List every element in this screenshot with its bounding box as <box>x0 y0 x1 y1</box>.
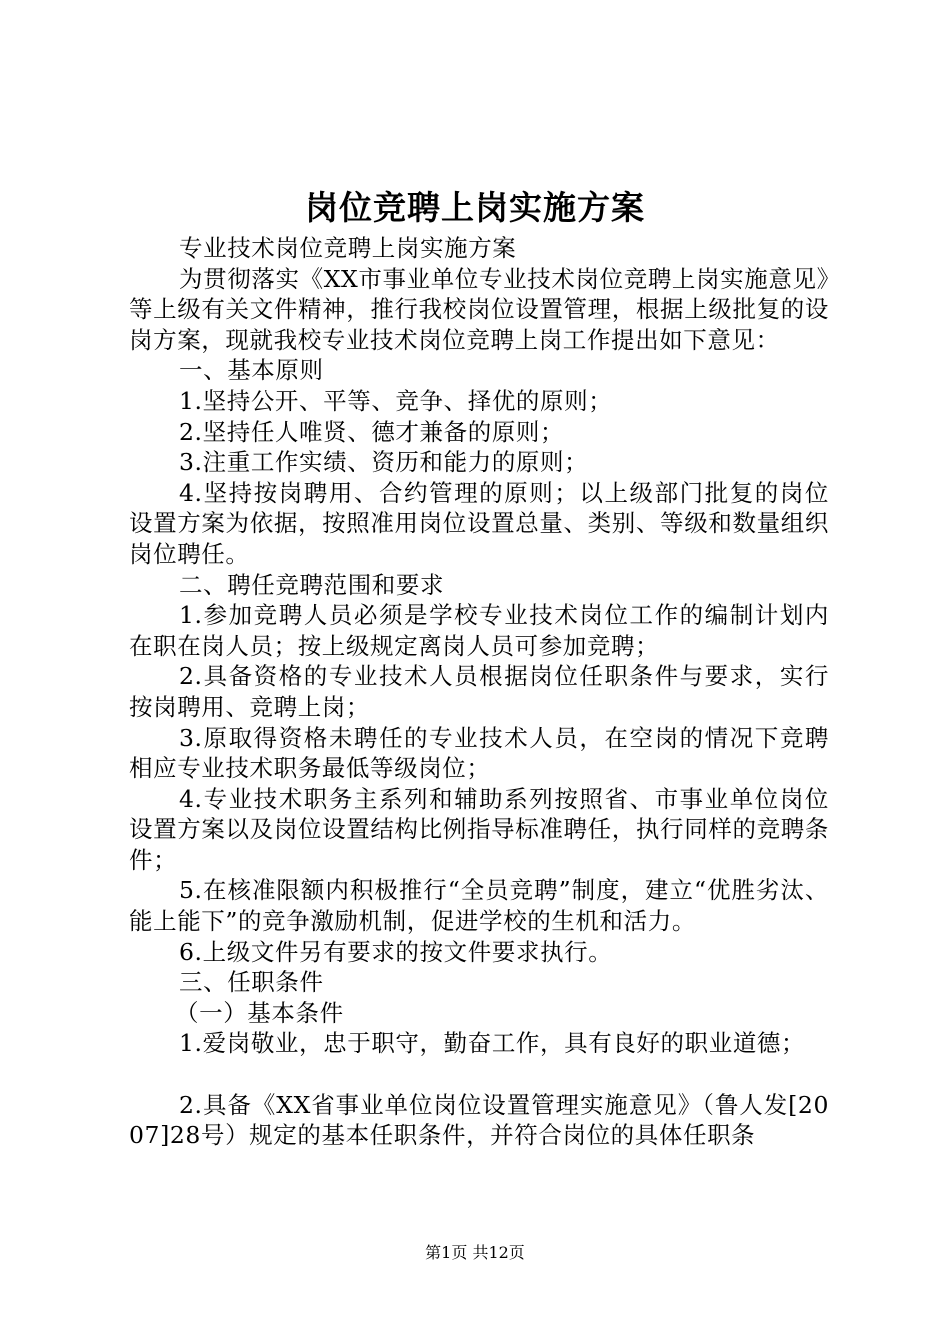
section-heading-basic-principles: 一、基本原则 <box>179 356 324 385</box>
list-item: 6.上级文件另有要求的按文件要求执行。 <box>179 937 613 966</box>
section-heading-scope: 二、聘任竞聘范围和要求 <box>179 570 445 599</box>
page-footer: 第1页 共12页 <box>425 1243 525 1262</box>
list-item: 1.坚持公开、平等、竞争、择优的原则； <box>179 386 613 415</box>
list-item: 2.具备《XX省事业单位岗位设置管理实施意见》（鲁人发[2007]28号）规定的基本任职条件，并符合岗位的具体任职条 <box>129 1090 829 1150</box>
blank-line <box>129 1059 829 1090</box>
list-item: 5.在核准限额内积极推行“全员竞聘”制度，建立“优胜劣汰、能上能下”的竞争激励机制，促进学校的生机和活力。 <box>129 876 829 936</box>
page-title: 岗位竞聘上岗实施方案 <box>305 188 645 227</box>
list-item: 4.专业技术职务主系列和辅助系列按照省、市事业单位岗位设置方案以及岗位设置结构比例指导标准聘任，执行同样的竞聘条件； <box>129 784 829 874</box>
subsection-heading-basic-conditions: （一）基本条件 <box>175 998 344 1027</box>
list-item: 3.原取得资格未聘任的专业技术人员，在空岗的情况下竞聘相应专业技术职务最低等级岗位； <box>129 723 829 783</box>
list-item: 4.坚持按岗聘用、合约管理的原则；以上级部门批复的岗位设置方案为依据，按照准用岗位设置总量、类别、等级和数量组织岗位聘任。 <box>129 478 829 568</box>
paragraph-intro: 为贯彻落实《XX市事业单位专业技术岗位竞聘上岗实施意见》等上级有关文件精神，推行我校岗位设置管理，根据上级批复的设岗方案，现就我校专业技术岗位竞聘上岗工作提出如下意见： <box>129 264 829 354</box>
list-item: 2.坚持任人唯贤、德才兼备的原则； <box>179 417 565 446</box>
list-item: 3.注重工作实绩、资历和能力的原则； <box>179 448 589 477</box>
list-item: 1.爱岗敬业，忠于职守，勤奋工作，具有良好的职业道德； <box>179 1029 806 1058</box>
paragraph-subtitle: 专业技术岗位竞聘上岗实施方案 <box>179 234 517 262</box>
list-item: 1.参加竞聘人员必须是学校专业技术岗位工作的编制计划内在职在岗人员；按上级规定离岗人员可参加竞聘； <box>129 601 829 660</box>
section-heading-qualifications: 三、任职条件 <box>179 968 324 997</box>
document-body <box>129 233 829 1151</box>
list-item: 2.具备资格的专业技术人员根据岗位任职条件与要求，实行按岗聘用、竞聘上岗； <box>129 662 829 721</box>
